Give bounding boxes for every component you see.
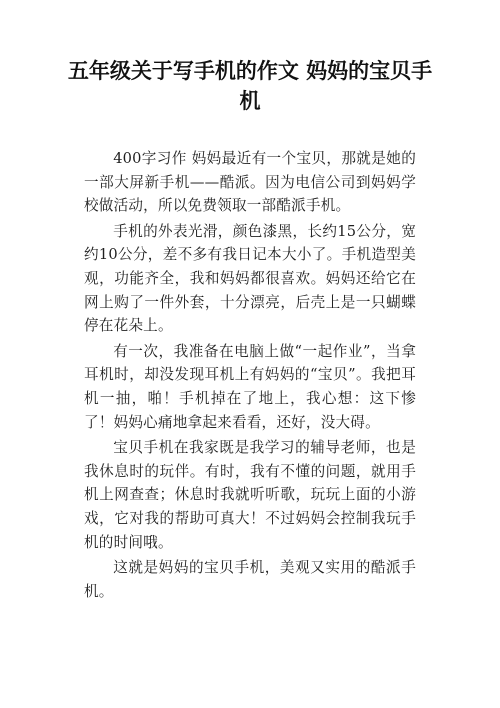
- paragraph-5: 这就是妈妈的宝贝手机，美观又实用的酷派手机。: [84, 559, 416, 600]
- paragraph-1: 400字习作 妈妈最近有一个宝贝，那就是她的一部大屏新手机——酷派。因为电信公司到妈妈学校做活动，所以免费领取一部酷派手机。: [84, 150, 416, 215]
- paragraph-4: 宝贝手机在我家既是我学习的辅导老师，也是我休息时的玩伴。有时，我有不懂的问题，就用手机上网查查；休息时我就听听歌，玩玩上面的小游戏，它对我的帮助可真大！不过妈妈会控制我玩手机的时间哦。: [84, 439, 416, 551]
- document-title: 五年级关于写手机的作文 妈妈的宝贝手机: [67, 59, 433, 113]
- paragraph-2: 手机的外表光滑，颜色漆黑，长约15公分，宽约10公分，差不多有我日记本大小了。手机造型美观，功能齐全，我和妈妈都很喜欢。妈妈还给它在网上购了一件外套，十分漂亮，后壳上是一只蝴蝶停在花朵上。: [84, 222, 416, 335]
- document-body: [84, 147, 416, 605]
- paragraph-3: 有一次，我准备在电脑上做“一起作业”，当拿耳机时，却没发现耳机上有妈妈的“宝贝”。我把耳机一抽，啪！手机掉在了地上，我心想：这下惨了！妈妈心痛地拿起来看看，还好，没大碍。: [84, 342, 416, 431]
